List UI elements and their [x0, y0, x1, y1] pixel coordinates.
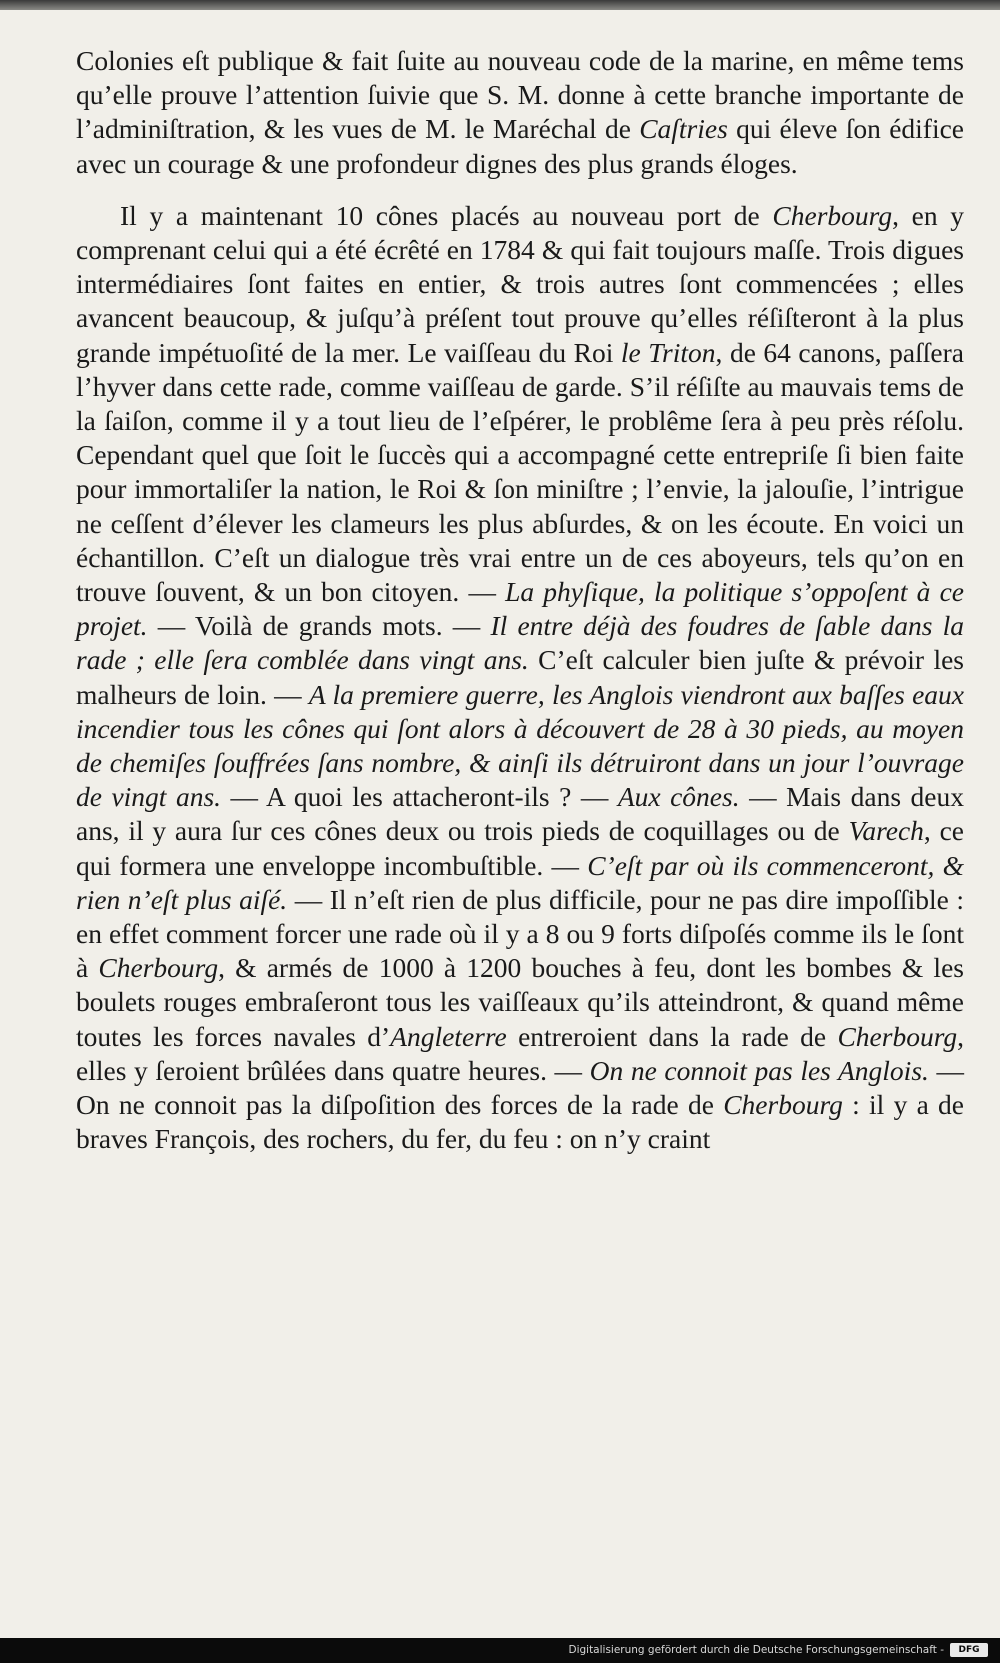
text-run: — On ne connoit pas la diſpoſition des forces de la rade de [76, 1054, 965, 1121]
text-run: qui éleve ſon édifice avec un courage & une profondeur dignes des plus grands éloges. [76, 113, 964, 179]
italic-text: Cherbourg [837, 1020, 958, 1052]
text-body [76, 44, 964, 1157]
italic-text: Cherbourg [98, 952, 219, 984]
text-run: Il y a maintenant 10 cônes placés au nouveau port de [120, 199, 773, 231]
text-run: C’eſt calculer bien juſte & prévoir les malheurs de loin. — [76, 644, 964, 710]
paragraph-2 [76, 199, 964, 1157]
text-run: — Voilà de grands mots. — [147, 610, 491, 642]
italic-text: A la premiere guerre, les Anglois viendront aux baſſes eaux incendier tous les cônes qui ſont alors à découvert de 28 à 30 pieds, au moyen de chemiſes ſouffrées ſans nombre, & ainſi ils détruiront dans un jour l’ouvrage de vingt ans. [76, 678, 964, 813]
dfg-logo: DFG [950, 1643, 988, 1657]
scan-top-edge [0, 0, 1000, 10]
text-run: , de 64 canons, paſſera l’hyver dans cette rade, comme vaiſſeau de garde. S’il réſiſte au mauvais tems de la ſaiſon, comme il y a tout lieu de l’eſpérer, le problême ſera à peu près réſolu. Cependant quel que ſoit le ſuccès qui a accompagné cette entrepriſe ſi bien faite pour immortaliſer la nation, le Roi & ſon miniſtre ; l’envie, la jalouſie, l’intrigue ne ceſſent d’élever les clameurs les plus abſurdes, & on les écoute. En voici un échantillon. C’eſt un dialogue très vrai entre un de ces aboyeurs, tels qu’on en trouve ſouvent, & un bon citoyen. — [76, 336, 964, 608]
text-run: , & armés de 1000 à 1200 bouches à feu, dont les bombes & les boulets rouges embraſeront tous les vaiſſeaux qu’ils atteindront, & quand même toutes les forces navales d’ [76, 952, 964, 1052]
italic-text: Angleterre [390, 1020, 507, 1052]
text-run: entreroient dans la rade de [506, 1020, 838, 1052]
italic-text: C’eſt par où ils commenceront, & rien n’eſt plus aiſé. [76, 849, 964, 915]
italic-text: le Triton [620, 336, 716, 368]
italic-text: Caſtries [639, 113, 728, 145]
italic-text: On ne connoit pas les Anglois. [589, 1054, 929, 1086]
text-run: — Il n’eſt rien de plus difficile, pour ne pas dire impoſſible : en effet comment forcer une rade où il y a 8 ou 9 forts diſpoſés comme ils le ſont à [76, 883, 964, 984]
text-run: , elles y ſeroient brûlées dans quatre heures. — [76, 1020, 964, 1086]
digitization-credit: Digitalisierung gefördert durch die Deutsche Forschungsgemeinschaft - [568, 1644, 944, 1656]
italic-text: Cherbourg [723, 1089, 843, 1121]
italic-text: La phyſique, la politique s’oppoſent à ce projet. [76, 576, 964, 642]
text-run: — A quoi les attacheront-ils ? — [221, 781, 618, 813]
italic-text: Varech [848, 815, 924, 847]
footer-bar [0, 1638, 1000, 1663]
paragraph-1 [76, 44, 964, 181]
text-run: Colonies eſt publique & fait ſuite au nouveau code de la marine, en même tems qu’elle prouve l’attention ſuivie que S. M. donne à cette branche importante de l’adminiſtration, & les vues de M. le Maréchal de [76, 45, 964, 145]
italic-text: Il entre déjà des foudres de ſable dans la rade ; elle ſera comblée dans vingt ans. [76, 610, 964, 676]
text-run: , en y comprenant celui qui a été écrêté en 1784 & qui fait toujours maſſe. Trois digues intermédiaires ſont faites en entier, & trois autres ſont commencées ; elles avancent beaucoup, & juſqu’à préſent tout prouve qu’elles réſiſteront à la plus grande impétuoſité de la mer. Le vaiſſeau du Roi [76, 199, 964, 368]
text-run: : il y a de braves François, des rochers, du fer, du feu : on n’y craint [76, 1089, 965, 1155]
text-run: , ce qui formera une enveloppe incombuſtible. — [76, 815, 964, 881]
italic-text: Cherbourg [772, 199, 893, 231]
italic-text: Aux cônes. [617, 781, 740, 813]
text-run: — Mais dans deux ans, il y aura ſur ces cônes deux ou trois pieds de coquillages ou de [76, 781, 964, 847]
